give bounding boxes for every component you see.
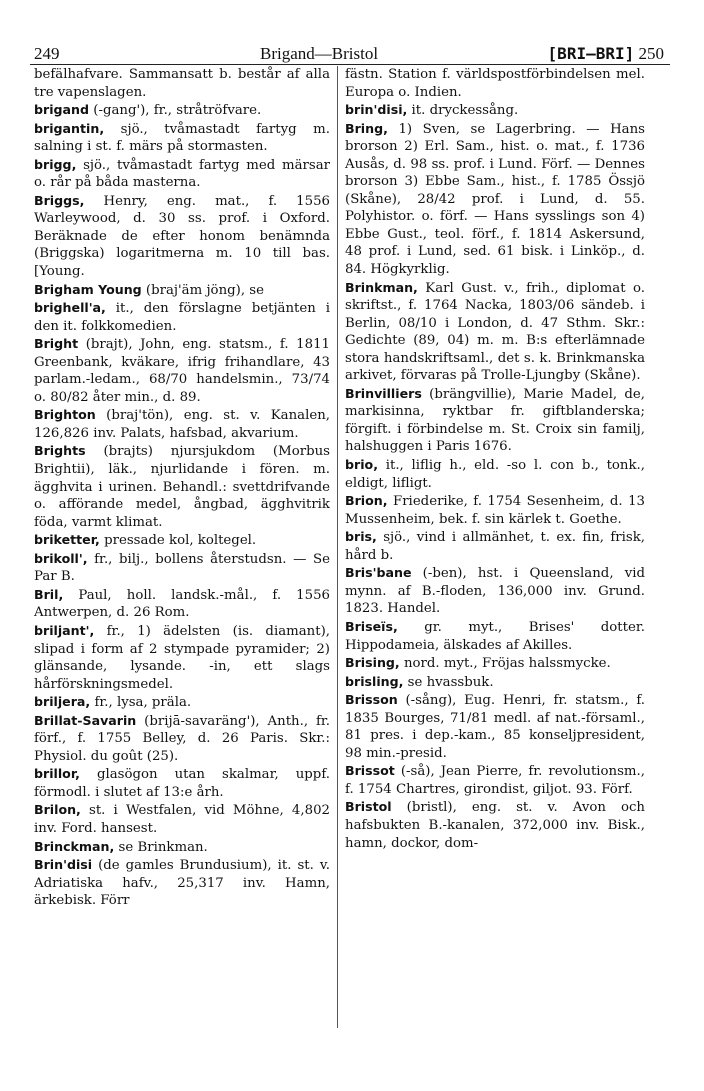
entry-text: nord. myt., Fröjas halssmycke. [399,656,611,672]
entry-text: it. dryckessång. [407,103,519,119]
entry-headword: bris, [345,529,377,545]
entry-headword: briljant', [34,622,95,638]
entry-headword: Bright [34,336,79,352]
entry-headword: Brillat-Savarin [34,712,137,728]
dictionary-entry [345,691,645,762]
dictionary-entry [34,622,330,693]
entry-text: (braj'tön), eng. st. v. Kanalen, 126,826 inv. Palats, hafsbad, akvarium. [34,408,330,441]
dictionary-entry [34,281,330,300]
entry-text: gr. myt., Brises' dotter. Hippodameia, älskades af Akilles. [345,619,645,653]
dictionary-entry [345,564,645,618]
header-rule [30,64,670,65]
entry-headword: brio, [345,457,378,473]
dictionary-entry [34,765,330,801]
entry-headword: Brin'disi [34,857,93,873]
entry-headword: Bris'bane [345,565,412,581]
entry-text: (brajt), John, eng. statsm., f. 1811 Greenbank, kväkare, ifrig frihandlare, 43 parlam.-ledam., 68/70 handelsmin., 73/74 o. 80/82 åter min., d. 89. [34,337,330,405]
dictionary-entry [34,192,330,281]
dictionary-entry [34,693,330,712]
index-range: [BRI—BRI] [547,44,635,63]
entry-headword: briketter, [34,532,100,548]
entry-text: fr., bilj., bollens återstudsn. — Se Par B. [34,551,330,585]
entry-headword: brigantin, [34,120,105,136]
entry-text: 1) Sven, se Lagerbring. — Hans brorson 2) Erl. Sam., hist. o. mat., f. 1736 Ausås, d. 98 ss. prof. i Lund. Förf. — Dennes brorson 3) Ebbe Sam., hist., f. 1785 Össjö (Skåne), 28/42 prof. i Lund, d. 55. Polyhistor. o. förf. — Hans sysslings son 4) Ebbe Gust., teol. förf., f. 1814 Askersund, 48 prof. i Lund, sed. 61 bisk. i Linköp., d. 84. Högkyrklig. [345,121,645,278]
entry-text: sjö., tvåmastadt fartyg med märsar o. rår på båda masterna. [34,157,330,191]
dictionary-entry [345,528,645,564]
entry-text: (braj'äm jöng), se [141,282,264,298]
right-column [345,66,645,852]
dictionary-entry [34,586,330,622]
entry-headword: brigand [34,102,90,118]
entry-headword: Brilon, [34,802,81,818]
entry-text: glasögon utan skalmar, uppf. förmodl. i slutet af 13:e årh. [34,767,330,800]
dictionary-entry [345,456,645,492]
entry-headword: brisling, [345,673,404,689]
dictionary-entry [34,66,330,101]
entry-headword: brillor, [34,766,80,782]
entry-headword: Briggs, [34,192,85,208]
entry-headword: Brion, [345,493,388,509]
dictionary-entry [34,712,330,766]
entry-text: Henry, eng. mat., f. 1556 Warleywood, d. 30 ss. prof. i Oxford. Beräknade de efter honom benämnda (Briggska) logaritmerna m. 10 till bas. [Young. [34,193,330,280]
entry-text: fr., lysa, präla. [90,695,192,711]
dictionary-entry [345,762,645,798]
dictionary-entry [345,492,645,528]
entry-text: (brijā-savaräng'), Anth., fr. förf., f. 1755 Belley, d. 26 Paris. Skr.: Physiol. du goût (25). [34,713,330,764]
entry-text: it., den förslagne betjänten i den it. folkkomedien. [34,301,330,334]
dictionary-entry [34,442,330,531]
header-right [548,44,664,64]
dictionary-entry [345,66,645,101]
dictionary-entry [34,550,330,586]
column-divider [337,66,338,1028]
dictionary-entry [34,856,330,910]
left-page-number: 249 [34,44,60,63]
dictionary-entry [345,279,645,385]
entry-text: it., liflig h., eld. -so l. con b., tonk., eldigt, lifligt. [345,458,645,491]
entry-headword: Brisson [345,692,398,708]
entry-text: sjö., tvåmastadt fartyg m. salning i st. f. märs på stormasten. [34,121,330,155]
running-title: Brigand—Bristol [260,44,379,63]
entry-headword: Brights [34,443,86,459]
dictionary-entry [345,618,645,654]
entry-text: se Brinkman. [114,839,208,855]
entry-headword: briljera, [34,694,91,710]
entry-headword: brigg, [34,156,77,172]
dictionary-entry [34,406,330,442]
dictionary-entry [345,385,645,456]
entry-text: se hvassbuk. [403,674,494,690]
left-column [34,66,330,910]
entry-text: befälhafvare. Sammansatt b. består af alla tre vapenslagen. [34,67,330,100]
entry-headword: Brissot [345,763,395,779]
entry-text: Paul, holl. landsk.-mål., f. 1556 Antwerpen, d. 26 Rom. [34,587,330,621]
entry-text: (bristl), eng. st. v. Avon och hafsbukten B.-kanalen, 372,000 inv. Bisk., hamn, dockor, dom- [345,800,645,851]
entry-text: (-ben), hst. i Queensland, vid mynn. af B.-floden, 136,000 inv. Grund. 1823. Handel. [345,566,645,617]
entry-headword: brin'disi, [345,102,408,118]
entry-text: (de gamles Brundusium), it. st. v. Adriatiska hafv., 25,317 inv. Hamn, ärkebisk. Förr [34,858,330,909]
entry-headword: Bring, [345,120,388,136]
entry-text: Friederike, f. 1754 Sesenheim, d. 13 Mussenheim, bek. f. sin kärlek t. Goethe. [345,494,645,527]
page-header [34,44,664,64]
dictionary-entry [345,101,645,120]
entry-headword: Brising, [345,655,400,671]
entry-text: Karl Gust. v., frih., diplomat o. skriftst., f. 1764 Nacka, 1803/06 sändeb. i Berlin, 08/10 i London, d. 47 Sthm. Skr.: Gedichte (89, 04) m. m. B:s efterlämnade stora handskriftsaml., det s. k. Brinkmanska arkivet, förvaras på Trolle-Ljungby (Skåne). [345,280,645,384]
entry-headword: Brinkman, [345,279,418,295]
entry-headword: Bril, [34,586,64,602]
entry-headword: Bristol [345,799,392,815]
entry-text: (-så), Jean Pierre, fr. revolutionsm., f. 1754 Chartres, girondist, giljot. 93. Förf. [345,764,645,797]
entry-text: st. i Westfalen, vid Möhne, 4,802 inv. Ford. hansest. [34,803,330,836]
entry-text: fästn. Station f. världspostförbindelsen mel. Europa o. Indien. [345,67,645,100]
entry-text: fr., 1) ädelsten (is. diamant), slipad i form af 2 stympade pyramider; 2) glänsande, lysande. -in, ett slags hårförskningsmedel. [34,623,330,692]
entry-headword: Brinckman, [34,838,115,854]
dictionary-entry [34,120,330,156]
dictionary-entry [345,798,645,852]
entry-text: (-gang'), fr., stråtröfvare. [89,103,262,119]
dictionary-entry [345,120,645,279]
entry-headword: Brinvilliers [345,385,422,401]
entry-text: (-sång), Eug. Henri, fr. statsm., f. 1835 Bourges, 71/81 medl. af nat.-församl., 81 pres. i dep.-kam., 85 konseljpresident, 98 min.-presid. [345,693,645,761]
entry-headword: Brighton [34,407,96,423]
dictionary-entry [34,838,330,857]
entry-text: pressade kol, koltegel. [99,533,257,549]
dictionary-entry [34,299,330,335]
entry-text: (brajts) njursjukdom (Morbus Brightii), läk., njurlidande i fören. m. ägghvita i urinen. Behandl.: svettdrifvande o. afförande medel, ångbad, ägghvitrik föda, varmt klimat. [34,444,330,530]
entry-headword: Brigham Young [34,281,142,297]
dictionary-entry [34,801,330,837]
right-page-number: 250 [638,44,664,63]
dictionary-entry [34,531,330,550]
entry-headword: brighell'a, [34,300,106,316]
entry-headword: brikoll', [34,550,88,566]
dictionary-entry [34,101,330,120]
entry-headword: Briseïs, [345,618,398,634]
entry-text: (brängvillie), Marie Madel, de, markisinna, ryktbar fr. giftblanderska; förgift. i förbindelse m. St. Croix sin familj, halshuggen i Paris 1676. [345,386,645,455]
entry-text: sjö., vind i allmänhet, t. ex. fin, frisk, hård b. [345,530,645,563]
dictionary-entry [345,654,645,673]
dictionary-entry [34,335,330,406]
dictionary-entry [34,156,330,192]
dictionary-entry [345,673,645,692]
